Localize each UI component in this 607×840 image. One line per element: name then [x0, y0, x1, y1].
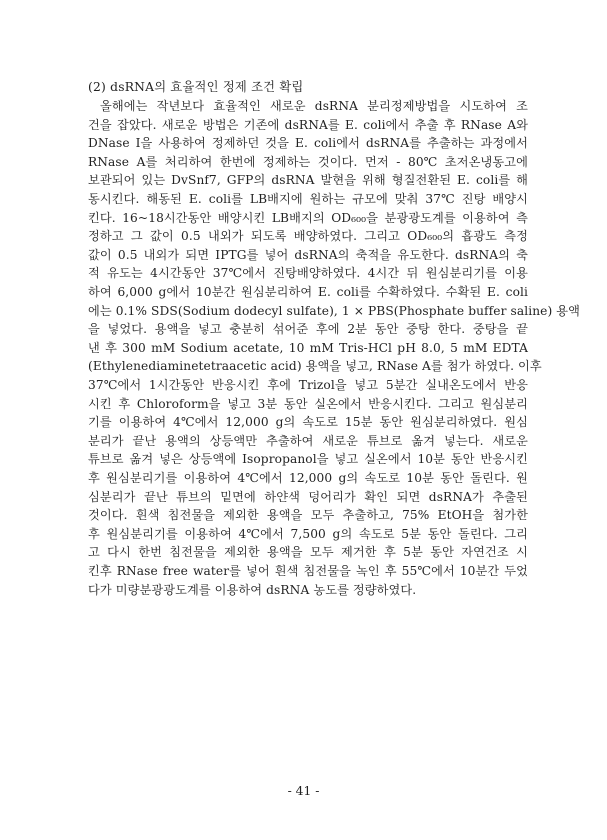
paragraph-line: 낸 후 300 mM Sodium acetate, 10 mM Tris-HCl pH 8.0, 5 mM EDTA: [88, 340, 529, 355]
paragraph-line: 에는 0.1% SDS(Sodium dodecyl sulfate), 1 × PBS(Phosphate buffer saline) 용액: [88, 303, 581, 318]
paragraph-line: RNase A를 처리하여 한번에 정제하는 것이다. 먼저 - 80℃ 초저온냉동고에: [88, 154, 529, 169]
paragraph-line: 기를 이용하여 4℃에서 12,000 g의 속도로 15분 동안 원심분리하였다. 원심: [88, 415, 528, 430]
paragraph-line: 동시킨다. 해동된 E. coli를 LB배지에 원하는 규모에 맞춰 37℃ 진탕 배양시: [88, 192, 528, 206]
paragraph-line: 고 다시 한번 침전물을 제외한 용액을 모두 제거한 후 5분 동안 자연건조 시: [88, 545, 528, 560]
paragraph-line: 하여 6,000 g에서 10분간 원심분리하여 E. coli를 수확하였다. 수확된 E. coli: [88, 285, 529, 299]
paragraph-line: 후 원심분리기를 이용하여 4℃에서 7,500 g의 속도로 5분 동안 돌린다. 그리: [88, 526, 528, 541]
paragraph-line: 보관되어 있는 DvSnf7, GFP의 dsRNA 발현을 위해 형질전환된 E. coli를 해: [88, 173, 529, 188]
paragraph-line: 37℃에서 1시간동안 반응시킨 후에 Trizol을 넣고 5분간 실내온도에서 반응: [88, 378, 528, 392]
paragraph-line: 다가 미량분광광도계를 이용하여 dsRNA 농도를 정량하였다.: [88, 582, 417, 597]
paragraph-line: 올해에는 작년보다 효율적인 새로운 dsRNA 분리정제방법을 시도하여 조: [100, 99, 528, 113]
page-number: - 41 -: [287, 784, 320, 798]
paragraph-line: 킨다. 16~18시간동안 배양시킨 LB배지의 OD₆₀₀을 분광광도계를 이용하여 측: [88, 210, 529, 225]
paragraph-line: 킨후 RNase free water를 넣어 흰색 침전물을 녹인 후 55℃에서 10분간 두었: [88, 564, 529, 578]
paragraph-line: DNase I을 사용하여 정제하던 것을 E. coli에서 dsRNA를 추출하는 과정에서: [88, 136, 528, 151]
section-heading: (2) dsRNA의 효율적인 정제 조건 확립: [88, 80, 304, 94]
paragraph-line: 값이 0.5 내외가 되면 IPTG를 넣어 dsRNA의 축적을 유도한다. dsRNA의 축: [88, 247, 529, 262]
paragraph-line: 것이다. 흰색 침전물을 제외한 용액을 모두 추출하고, 75% EtOH을 첨가한: [88, 508, 529, 523]
paragraph-line: 튜브로 옮겨 넣은 상등액에 Isopropanol을 넣고 실온에서 10분 동안 반응시킨: [88, 452, 529, 467]
paragraph-line: 을 넣었다. 용액을 넣고 충분히 섞어준 후에 2분 동안 중탕 한다. 중탕을 끝: [88, 322, 528, 337]
paragraph-line: 분리가 끝난 용액의 상등액만 추출하여 새로운 튜브로 옮겨 넣는다. 새로운: [88, 433, 529, 448]
paragraph-line: 시킨 후 Chloroform을 넣고 3분 동안 실온에서 반응시킨다. 그리고 원심분리: [88, 396, 528, 411]
paragraph-line: 건을 잡았다. 새로운 방법은 기존에 dsRNA를 E. coli에서 추출 후 RNase A와: [88, 117, 529, 132]
paragraph-line: (Ethylenediaminetetraacetic acid) 용액을 넣고, RNase A를 첨가 하였다. 이후: [88, 359, 542, 374]
paragraph-line: 심분리가 끝난 튜브의 밑면에 하얀색 덩어리가 확인 되면 dsRNA가 추출된: [88, 489, 528, 504]
paragraph-line: 후 원심분리기를 이용하여 4℃에서 12,000 g의 속도로 10분 동안 돌린다. 원: [88, 471, 529, 485]
paragraph-line: 정하고 그 값이 0.5 내외가 되도록 배양하였다. 그리고 OD₆₀₀의 흡광도 측정: [88, 229, 529, 244]
paragraph-line: 적 유도는 4시간동안 37℃에서 진탕배양하였다. 4시간 뒤 원심분리기를 이용: [88, 266, 529, 281]
